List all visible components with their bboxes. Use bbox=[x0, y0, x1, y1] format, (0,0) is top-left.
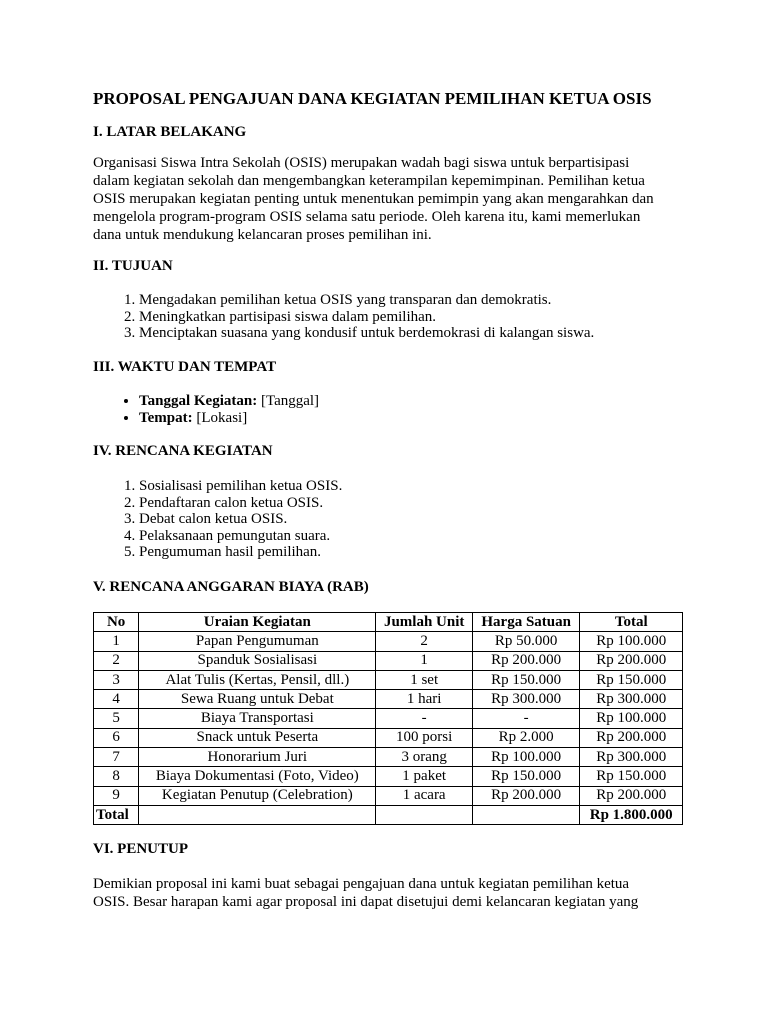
table-cell: 2 bbox=[376, 632, 472, 651]
column-header: Jumlah Unit bbox=[376, 613, 472, 632]
table-cell: 1 bbox=[376, 651, 472, 670]
list-rencana-kegiatan bbox=[93, 478, 729, 561]
table-cell: Spanduk Sosialisasi bbox=[139, 651, 376, 670]
column-header: Uraian Kegiatan bbox=[139, 613, 376, 632]
table-cell: 1 set bbox=[376, 670, 472, 689]
table-cell: Rp 2.000 bbox=[472, 728, 580, 747]
table-cell: Rp 100.000 bbox=[580, 709, 683, 728]
table-cell: - bbox=[376, 709, 472, 728]
item-label: Tempat: bbox=[139, 409, 193, 426]
table-cell: Snack untuk Peserta bbox=[139, 728, 376, 747]
item-value: [Tanggal] bbox=[257, 393, 320, 409]
table-cell: Rp 300.000 bbox=[580, 748, 683, 767]
table-cell bbox=[139, 805, 376, 824]
list-item-tanggal bbox=[139, 393, 729, 410]
table-cell: 1 bbox=[94, 632, 139, 651]
heading-latar-belakang: I. LATAR BELAKANG bbox=[93, 124, 247, 140]
table-row bbox=[94, 767, 683, 786]
table-cell: Rp 150.000 bbox=[472, 767, 580, 786]
table-cell: 3 orang bbox=[376, 748, 472, 767]
table-cell: Rp 200.000 bbox=[580, 651, 683, 670]
paragraph-line: OSIS merupakan kegiatan penting untuk menentukan pemimpin yang akan mengarahkan dan bbox=[93, 191, 654, 207]
item-value: [Lokasi] bbox=[192, 409, 248, 426]
table-row bbox=[94, 670, 683, 689]
table-cell: Biaya Dokumentasi (Foto, Video) bbox=[139, 767, 376, 786]
list-item: 5. Pengumuman hasil pemilihan. bbox=[139, 544, 729, 561]
paragraph-line: mengelola program-program OSIS selama satu periode. Oleh karena itu, kami memerlukan bbox=[93, 209, 641, 225]
table-cell: Rp 200.000 bbox=[580, 786, 683, 805]
list-item: 3. Menciptakan suasana yang kondusif untuk berdemokrasi di kalangan siswa. bbox=[139, 325, 729, 342]
table-cell: - bbox=[472, 709, 580, 728]
heading-rab: V. RENCANA ANGGARAN BIAYA (RAB) bbox=[93, 579, 369, 595]
table-cell: 4 bbox=[94, 690, 139, 709]
table-row bbox=[94, 690, 683, 709]
list-item: 4. Pelaksanaan pemungutan suara. bbox=[139, 528, 729, 545]
table-cell: Biaya Transportasi bbox=[139, 709, 376, 728]
paragraph-line: Demikian proposal ini kami buat sebagai pengajuan dana untuk kegiatan pemilihan ketua bbox=[93, 876, 630, 892]
table-cell: 9 bbox=[94, 786, 139, 805]
table-cell: Kegiatan Penutup (Celebration) bbox=[139, 786, 376, 805]
table-cell: 1 acara bbox=[376, 786, 472, 805]
paragraph-line: dana untuk mendukung kelancaran proses pemilihan ini. bbox=[93, 227, 432, 243]
table-cell: Rp 200.000 bbox=[472, 651, 580, 670]
table-cell: 1 paket bbox=[376, 767, 472, 786]
column-header: No bbox=[94, 613, 139, 632]
heading-penutup: VI. PENUTUP bbox=[93, 841, 189, 857]
table-cell: Rp 100.000 bbox=[580, 632, 683, 651]
table-cell bbox=[472, 805, 580, 824]
list-item: 1. Sosialisasi pemilihan ketua OSIS. bbox=[139, 478, 729, 495]
item-label: Tanggal Kegiatan: bbox=[139, 393, 258, 409]
paragraph-latar-belakang bbox=[93, 154, 683, 244]
list-item: 2. Pendaftaran calon ketua OSIS. bbox=[139, 495, 729, 512]
list-waktu-tempat bbox=[93, 393, 729, 426]
document-title: PROPOSAL PENGAJUAN DANA KEGIATAN PEMILIHAN KETUA OSIS bbox=[93, 89, 652, 108]
list-tujuan bbox=[93, 292, 729, 342]
table-cell: Rp 50.000 bbox=[472, 632, 580, 651]
table-cell: Rp 200.000 bbox=[472, 786, 580, 805]
table-cell: 6 bbox=[94, 728, 139, 747]
table-cell: 1 hari bbox=[376, 690, 472, 709]
table-row bbox=[94, 632, 683, 651]
total-label: Total bbox=[94, 805, 139, 824]
table-cell: 3 bbox=[94, 670, 139, 689]
table-cell: Rp 150.000 bbox=[580, 767, 683, 786]
table-row bbox=[94, 748, 683, 767]
heading-tujuan: II. TUJUAN bbox=[93, 258, 173, 274]
paragraph-line: Organisasi Siswa Intra Sekolah (OSIS) merupakan wadah bagi siswa untuk berpartisipasi bbox=[93, 155, 630, 171]
table-row bbox=[94, 728, 683, 747]
list-item-tempat bbox=[139, 410, 729, 427]
total-value: Rp 1.800.000 bbox=[580, 805, 683, 824]
table-cell: Honorarium Juri bbox=[139, 748, 376, 767]
table-row bbox=[94, 651, 683, 670]
column-header: Harga Satuan bbox=[472, 613, 580, 632]
heading-waktu-tempat: III. WAKTU DAN TEMPAT bbox=[93, 359, 277, 375]
table-cell: Alat Tulis (Kertas, Pensil, dll.) bbox=[139, 670, 376, 689]
table-row bbox=[94, 709, 683, 728]
table-cell: 100 porsi bbox=[376, 728, 472, 747]
paragraph-penutup bbox=[93, 875, 683, 911]
table-cell: 7 bbox=[94, 748, 139, 767]
list-item: 3. Debat calon ketua OSIS. bbox=[139, 511, 729, 528]
table-cell: Papan Pengumuman bbox=[139, 632, 376, 651]
budget-table bbox=[93, 612, 683, 825]
table-cell: 8 bbox=[94, 767, 139, 786]
list-item: 2. Meningkatkan partisipasi siswa dalam pemilihan. bbox=[139, 309, 729, 326]
paragraph-line: dalam kegiatan sekolah dan mengembangkan keterampilan kepemimpinan. Pemilihan ketua bbox=[93, 173, 645, 189]
list-item: 1. Mengadakan pemilihan ketua OSIS yang transparan dan demokratis. bbox=[139, 292, 729, 309]
table-total-row bbox=[94, 805, 683, 824]
heading-rencana-kegiatan: IV. RENCANA KEGIATAN bbox=[93, 443, 273, 459]
table-cell: Rp 300.000 bbox=[472, 690, 580, 709]
table-row bbox=[94, 786, 683, 805]
table-cell: Rp 200.000 bbox=[580, 728, 683, 747]
table-cell: 2 bbox=[94, 651, 139, 670]
table-cell: Rp 150.000 bbox=[580, 670, 683, 689]
table-cell: Rp 300.000 bbox=[580, 690, 683, 709]
column-header: Total bbox=[580, 613, 683, 632]
table-header-row bbox=[94, 613, 683, 632]
table-cell: Rp 150.000 bbox=[472, 670, 580, 689]
table-cell: 5 bbox=[94, 709, 139, 728]
paragraph-line: OSIS. Besar harapan kami agar proposal ini dapat disetujui demi kelancaran kegiatan yang bbox=[93, 894, 639, 910]
table-cell bbox=[376, 805, 472, 824]
table-cell: Sewa Ruang untuk Debat bbox=[139, 690, 376, 709]
table-cell: Rp 100.000 bbox=[472, 748, 580, 767]
